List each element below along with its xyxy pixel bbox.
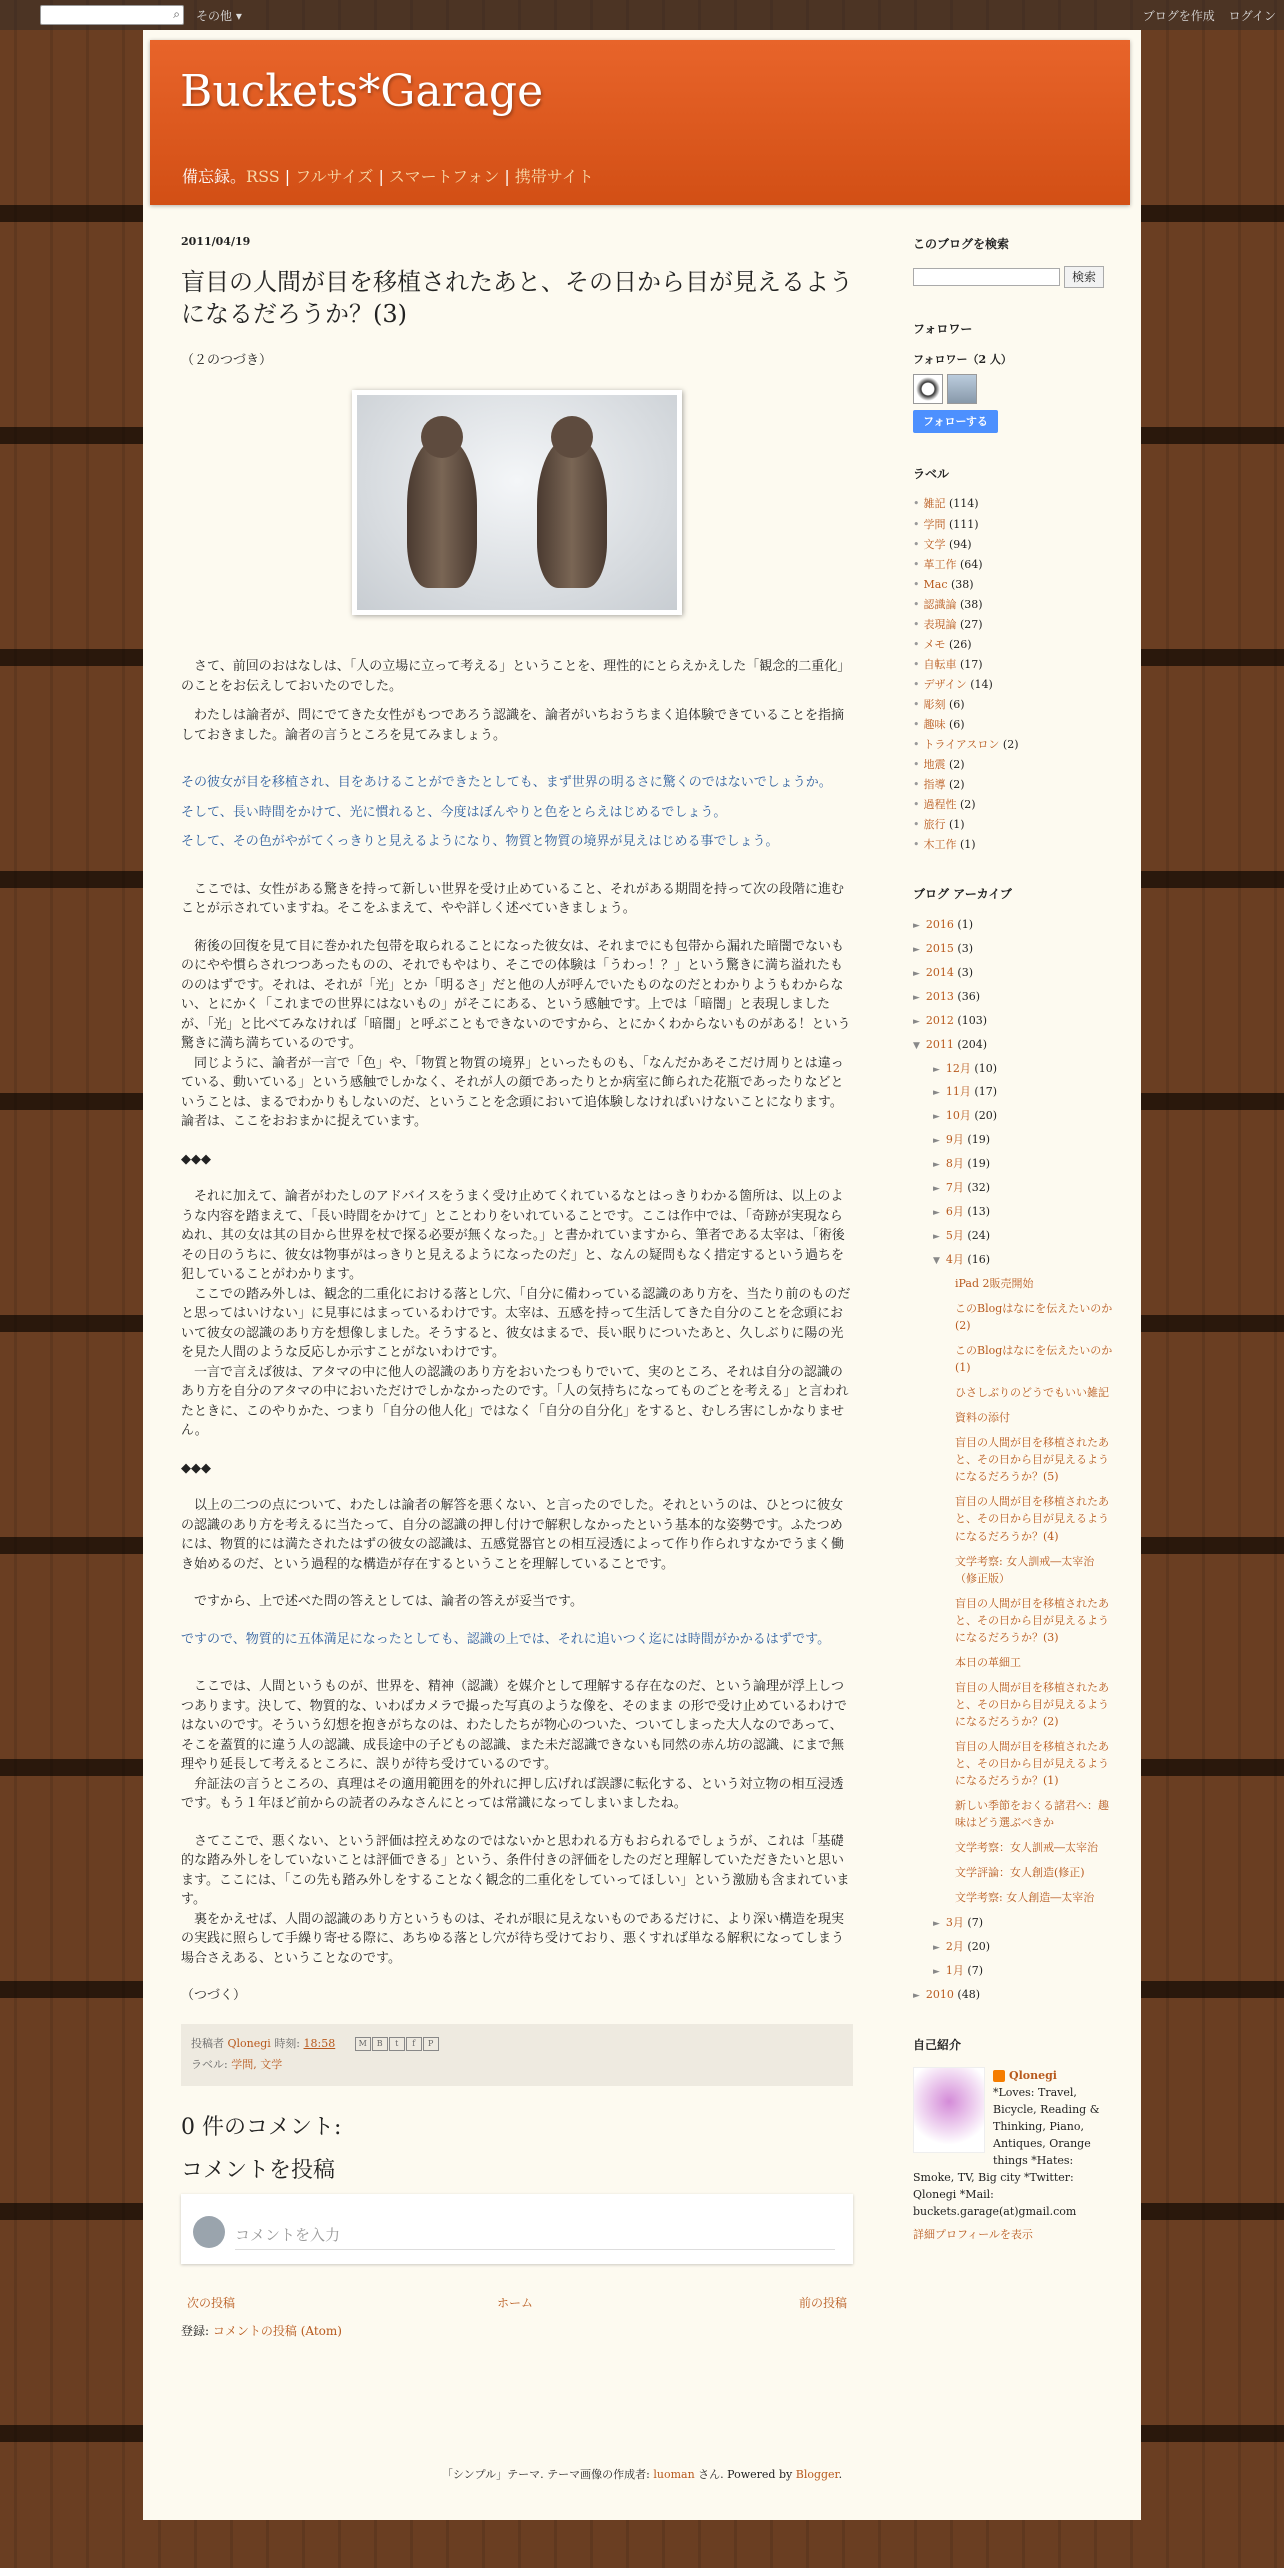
archive-post — [955, 1384, 1113, 1401]
time-label: 時刻: — [274, 2036, 301, 2050]
follow-button[interactable]: フォローする — [913, 410, 998, 433]
archive-count: (24) — [967, 1229, 991, 1243]
label-item — [913, 756, 1113, 773]
paragraph: ここでは、人間というものが、世界を、精神（認識）を媒介として理解する存在なのだ、という論理が浮上しつつあります。決して、物質的な、いわばカメラで撮った写真のような像を、そのまま の形で受け止めているわけではないのです。そういう幻想を抱きがちなのは、わたしたちが物心のついた、ついてしまった大人なのであって、そこを蓋質的に違う人の認識、成長途中の子どもの認識、また未だ認識できないも同然の赤ん坊の認識、にまで無理やり延長して考えるところに、誤りが待ち受けているのです。 — [181, 1679, 847, 1773]
label-count: (27) — [960, 617, 983, 631]
label-count: (38) — [960, 597, 983, 611]
post-body — [181, 351, 853, 2006]
separator: | — [499, 167, 515, 186]
navbar-right — [1133, 7, 1276, 24]
paragraph: それに加えて、論者がわたしのアドバイスをうまく受け止めてくれているなとはっきりわかる箇所は、以上のような内容を踏まえて、「長い時間をかけて」とことわりをいれていることです。ここは作中では、「奇跡が実現ならぬれ、其の女は其の目から世界を杖で探る必要が無くなった。」と書かれていますから、筆者である太宰は、「術後その日のうちに、彼女は物事がはっきりと見えるようになったのだ」と、なんの疑問もなく措定するという過ちを犯していることがわかります。 — [181, 1189, 845, 1283]
mobile-site-link[interactable]: 携帯サイト — [514, 167, 594, 186]
archive-post — [955, 1300, 1113, 1334]
label-item — [913, 676, 1113, 693]
main-column — [181, 235, 853, 2339]
expand-toggle-icon[interactable]: ► — [913, 944, 920, 955]
archive-month-link[interactable]: 5月 — [945, 1229, 964, 1243]
label-count: (1) — [949, 818, 965, 832]
archive-month-link[interactable]: 10月 — [945, 1109, 971, 1123]
profile-link-row — [913, 2226, 1113, 2243]
label-count: (111) — [949, 517, 979, 531]
paragraph: 裏をかえせば、人間の認識のあり方というものは、それが眼に見えないものであるだけに、より深い構造を現実の実践に照らして手繰り寄せる際に、あちゆる落とし穴が待ち受けており、悪くすれば単なる解釈になってしまう場合さえある、ということなのです。 — [181, 1911, 845, 1966]
label-link[interactable]: 彫刻 — [923, 697, 946, 711]
paragraph: 一言で言えば彼は、アタマの中に他人の認識のあり方をおいたつもりでいて、実のところ、それは自分の認識のあり方を自分のアタマの中においただけでしかなかったのです。「人の気持ちになってものごとを考える」と言われたときに、このやりかた、つまり「自分の他人化」ではなく「自分の自分化」をすると、むしろ害にしかなりません。 — [181, 1364, 849, 1439]
archive-year — [913, 940, 1113, 958]
archive-post-link[interactable]: 盲目の人間が目を移植されたあと、その日から目が見えるようになるだろうか？(4) — [955, 1495, 1109, 1543]
archive-post — [955, 1839, 1113, 1856]
archive-month-link[interactable]: 11月 — [945, 1085, 971, 1099]
attribution — [143, 2466, 1141, 2482]
archive-month — [933, 1179, 1113, 1197]
archive-heading: ブログ アーカイブ — [913, 887, 1012, 902]
search-widget — [913, 235, 1113, 288]
post-outro: （つづく） — [181, 1988, 247, 2004]
twitter-share-icon[interactable]: t — [389, 2037, 405, 2051]
search-heading: このブログを検索 — [913, 237, 1010, 251]
labels-widget — [913, 465, 1113, 853]
label-link[interactable]: 旅行 — [923, 818, 946, 832]
label-item — [913, 516, 1113, 533]
subscribe-label: 登録: — [181, 2323, 210, 2338]
paragraph: さてここで、悪くない、という評価は控えめなのではないかと思われる方もおられるでしょうが、これは「基礎的な踏み外しをしていないことは評価できる」という、条件付きの評価をしたのだと理解していただきたいと思います。ここには、「この先も踏み外しをすることなく観念的二重化をしていってほしい」という激励も含まれています。 — [181, 1833, 850, 1908]
archive-post — [955, 1275, 1113, 1292]
archive-count: (7) — [967, 1916, 984, 1930]
archive-count: (3) — [957, 941, 974, 955]
email-share-icon[interactable]: M — [355, 2037, 371, 2051]
archive-post — [955, 1738, 1113, 1789]
archive-post-link[interactable]: 新しい季節をおくる諸君へ：趣味はどう選ぶべきか — [955, 1799, 1109, 1830]
paragraph: 術後の回復を見て目に巻かれた包帯を取られることになった彼女は、それまでにも包帯から漏れた暗闇でないものにやや慣らされつつあったものの、それでもやはり、そこでの体験は「うわっ！？」という驚きに満ち溢れたもののはずです。それは、それが「光」とか「明るさ」だと他の人が呼んでいたものなのだとわかりようもわからない、とにかく「これまでの世界にはないもの」がそこにある、という感触です。上では「暗闇」と表現しましたが、「光」と比べてみなければ「暗闇」と呼ぶこともできないのですから、とにかくわからないものがある！という驚きに満ち満ちているのです。 — [181, 938, 851, 1052]
post-comment-heading: コメントを投稿 — [181, 2157, 336, 2183]
archive-year — [913, 964, 1113, 982]
smartphone-link[interactable]: スマートフォン — [388, 167, 500, 186]
archive-post-link[interactable]: 盲目の人間が目を移植されたあと、その日から目が見えるようになるだろうか？(5) — [955, 1436, 1109, 1484]
navbar-more-menu[interactable]: その他 ▾ — [196, 9, 242, 23]
label-link[interactable]: 文学 — [923, 537, 946, 551]
archive-month — [933, 1203, 1113, 1221]
profile-text: *Loves: Travel, Bicycle, Reading & Thinking, Piano, Antiques, Orange things *Hates: Smoke, TV, Big city *Twitter: Qlonegi *Mail: buckets.garage(at)gmail.com — [913, 2085, 1100, 2219]
archive-year-link[interactable]: 2016 — [925, 917, 954, 931]
comment-input[interactable]: コメントを入力 — [235, 2224, 835, 2250]
archive-month — [933, 1914, 1113, 1932]
user-avatar-icon — [193, 2216, 225, 2248]
paragraph: ここでは、女性がある驚きを持って新しい世界を受け止めていること、それがある期間を持って次の段階に進むことが示されていますね。そこをふまえて、やや詳しく述べていきましょう。 — [181, 881, 845, 917]
attribution-text: 「シンプル」テーマ. テーマ画像の作成者: — [441, 2468, 654, 2481]
subscribe-links — [181, 2322, 853, 2339]
expand-toggle-icon[interactable]: ► — [933, 1184, 940, 1195]
archive-post-link[interactable]: 文学考察: 女人創造―太宰治 — [955, 1891, 1095, 1905]
archive-count: (32) — [967, 1181, 991, 1195]
expand-toggle-icon[interactable]: ► — [933, 1919, 940, 1930]
quote: そして、長い時間をかけて、光に慣れると、今度はぼんやりと色をとらえはじめるでしょう。 — [181, 804, 727, 820]
view-profile-link[interactable]: 詳細プロフィールを表示 — [913, 2228, 1033, 2242]
label-item — [913, 616, 1113, 633]
archive-year-open — [913, 1036, 1113, 1054]
archive-year-link[interactable]: 2015 — [925, 941, 954, 955]
expand-toggle-icon[interactable]: ► — [913, 1991, 920, 2002]
label-link[interactable]: Mac — [923, 577, 948, 591]
archive-post — [955, 1342, 1113, 1376]
labels-label: ラベル: — [191, 2057, 228, 2071]
label-item — [913, 776, 1113, 793]
blogger-icon — [993, 2070, 1005, 2082]
label-link[interactable]: デザイン — [923, 677, 967, 691]
login-link[interactable]: ログイン — [1228, 9, 1276, 23]
label-link[interactable]: 認識論 — [923, 597, 957, 611]
archive-post — [955, 1493, 1113, 1544]
expand-toggle-icon[interactable]: ► — [913, 920, 920, 931]
archive-count: (20) — [974, 1109, 998, 1123]
home-link[interactable]: ホーム — [497, 2295, 534, 2310]
profile-heading: 自己紹介 — [913, 2038, 962, 2053]
expand-toggle-icon[interactable]: ► — [933, 1112, 940, 1123]
labels-heading: ラベル — [913, 466, 950, 481]
archive-count: (1) — [957, 917, 974, 931]
archive-widget — [913, 885, 1113, 2004]
expand-toggle-icon[interactable]: ► — [913, 992, 920, 1003]
archive-year-link[interactable]: 2012 — [925, 1013, 954, 1027]
archive-year — [913, 916, 1113, 934]
label-item — [913, 836, 1113, 853]
followers-heading: フォロワー — [913, 322, 973, 337]
label-link[interactable]: 地震 — [923, 758, 946, 772]
label-list — [913, 495, 1113, 853]
comment-form — [181, 2194, 853, 2264]
archive-post — [955, 1434, 1113, 1485]
followers-widget — [913, 320, 1113, 433]
archive-count: (19) — [967, 1157, 991, 1171]
author-link[interactable]: Qlonegi — [227, 2036, 271, 2050]
label-count: (26) — [949, 637, 972, 651]
archive-month-link[interactable]: 7月 — [945, 1181, 964, 1195]
archive-month — [933, 1060, 1113, 1078]
label-count: (2) — [1002, 738, 1019, 752]
label-count: (64) — [960, 557, 983, 571]
archive-month — [933, 1938, 1113, 1956]
label-link[interactable]: メモ — [923, 637, 946, 651]
expand-toggle-icon[interactable]: ► — [933, 1943, 940, 1954]
post-title: 盲目の人間が目を移植されたあと、その日から目が見えるようになるだろうか？(3) — [181, 268, 853, 329]
archive-post-link[interactable]: 文学考察：女人訓戒―太宰治 — [955, 1841, 1098, 1855]
archive-post — [955, 1864, 1113, 1881]
navbar-search-input[interactable] — [40, 5, 184, 25]
quote: ですので、物質的に五体満足になったとしても、認識の上では、それに追いつく迄には時間がかかるはずです。 — [181, 1631, 831, 1647]
archive-year — [913, 1012, 1113, 1030]
label-count: (6) — [949, 697, 965, 711]
expand-toggle-icon[interactable]: ► — [933, 1232, 940, 1243]
label-count: (2) — [960, 798, 976, 812]
archive-post — [955, 1409, 1113, 1426]
profile-name-link[interactable]: Qlonegi — [1009, 2068, 1057, 2082]
label-link[interactable]: 過程性 — [923, 798, 957, 812]
archive-month — [933, 1227, 1113, 1245]
quote: その彼女が目を移植され、目をあけることができたとしても、まず世界の明るさに驚くのではないでしょうか。 — [181, 775, 832, 791]
label-item — [913, 736, 1113, 753]
label-count: (2) — [949, 758, 965, 772]
archive-post — [955, 1797, 1113, 1831]
search-icon[interactable]: ⌕ — [173, 7, 180, 21]
expand-toggle-icon[interactable]: ► — [913, 1016, 920, 1027]
archive-count: (10) — [974, 1061, 998, 1075]
archive-month-link[interactable]: 2月 — [945, 1940, 964, 1954]
post-time-link[interactable]: 18:58 — [303, 2036, 336, 2050]
archive-count: (19) — [967, 1133, 991, 1147]
label-count: (94) — [949, 537, 972, 551]
label-item — [913, 696, 1113, 713]
archive-year-link[interactable]: 2010 — [925, 1988, 954, 2002]
paragraph: ですから、上で述べた問の答えとしては、論者の答えが妥当です。 — [181, 1594, 583, 1610]
label-item — [913, 556, 1113, 573]
expand-toggle-icon[interactable]: ► — [933, 1160, 940, 1171]
label-count: (17) — [960, 657, 983, 671]
blog-description — [182, 164, 594, 187]
share-buttons — [355, 2037, 440, 2050]
archive-count: (16) — [967, 1253, 991, 1267]
expand-toggle-icon[interactable]: ► — [913, 968, 920, 979]
archive-month — [933, 1155, 1113, 1173]
otter-photo[interactable] — [352, 390, 682, 615]
label-link[interactable]: トライアスロン — [923, 738, 1000, 752]
facebook-share-icon[interactable]: f — [406, 2037, 422, 2051]
separator: | — [279, 167, 296, 186]
archive-count: (3) — [957, 965, 974, 979]
label-item — [913, 636, 1113, 653]
collapse-toggle-icon[interactable]: ▼ — [913, 1040, 920, 1051]
archive-post — [955, 1889, 1113, 1906]
create-blog-link[interactable]: ブログを作成 — [1142, 9, 1215, 23]
expand-toggle-icon[interactable]: ► — [933, 1136, 940, 1147]
archive-year — [913, 988, 1113, 1006]
archive-month — [933, 1962, 1113, 1980]
profile-avatar[interactable] — [913, 2067, 985, 2153]
label-item — [913, 576, 1113, 593]
description-text: 備忘録。 — [182, 167, 247, 186]
date-header: 2011/04/19 — [181, 235, 251, 248]
archive-month — [933, 1107, 1113, 1125]
label-link[interactable]: 雑記 — [923, 497, 946, 511]
archive-count: (7) — [967, 1964, 984, 1978]
section-divider: ◆◆◆ — [181, 1151, 211, 1167]
archive-post-link[interactable]: 文学考察: 女人訓戒―太宰治（修正版） — [955, 1554, 1095, 1585]
archive-year-link[interactable]: 2011 — [925, 1037, 954, 1051]
pinterest-share-icon[interactable]: P — [423, 2037, 439, 2051]
expand-toggle-icon[interactable]: ► — [933, 1208, 940, 1219]
label-item — [913, 495, 1113, 512]
rss-link[interactable]: RSS — [246, 167, 280, 186]
archive-post-link[interactable]: 文学評論：女人創造(修正) — [955, 1866, 1085, 1880]
label-link[interactable]: 自転車 — [923, 657, 957, 671]
archive-month-link[interactable]: 9月 — [945, 1133, 964, 1147]
archive-post-link[interactable]: このBlogはなにを伝えたいのか(2) — [955, 1302, 1113, 1333]
expand-toggle-icon[interactable]: ► — [933, 1967, 940, 1978]
archive-post — [955, 1679, 1113, 1730]
blog-header — [150, 40, 1130, 205]
quote: そして、その色がやがてくっきりと見えるようになり、物質と物質の境界が見えはじめる事でしょう。 — [181, 834, 779, 850]
paragraph: さて、前回のおはなしは、「人の立場に立って考える」ということを、理性的にとらえかえした「観念的二重化」のことをお伝えしておいたのでした。 — [181, 659, 851, 694]
theme-author-link[interactable]: luoman — [653, 2468, 695, 2481]
archive-month-link[interactable]: 6月 — [945, 1205, 964, 1219]
archive-post-link[interactable]: このBlogはなにを伝えたいのか(1) — [955, 1344, 1113, 1375]
posted-by-label: 投稿者 — [191, 2036, 224, 2050]
archive-year-link[interactable]: 2013 — [925, 989, 954, 1003]
archive-month — [933, 1083, 1113, 1101]
archive-post-link[interactable]: 資料の添付 — [955, 1411, 1010, 1425]
archive-count: (48) — [957, 1988, 981, 2002]
label-count: (6) — [949, 717, 965, 731]
archive-count: (20) — [967, 1940, 991, 1954]
blog-title[interactable]: Buckets*Garage — [180, 66, 544, 117]
comments-count: 0 件のコメント: — [181, 2114, 342, 2140]
older-post-link[interactable]: 前の投稿 — [798, 2295, 847, 2310]
collapse-toggle-icon[interactable]: ▼ — [933, 1256, 940, 1267]
archive-month-link[interactable]: 4月 — [945, 1253, 964, 1267]
archive-post-link[interactable]: iPad 2販売開始 — [955, 1276, 1034, 1290]
archive-post-link[interactable]: 盲目の人間が目を移植されたあと、その日から目が見えるようになるだろうか？(1) — [955, 1740, 1109, 1788]
label-count: (2) — [949, 778, 965, 792]
archive-post — [955, 1553, 1113, 1587]
label-link[interactable]: 学問 — [923, 517, 946, 531]
blog-pager — [181, 2294, 853, 2314]
label-item — [913, 656, 1113, 673]
archive-count: (17) — [974, 1085, 998, 1099]
sidebar — [913, 235, 1113, 2275]
label-link[interactable]: 革工作 — [923, 557, 957, 571]
paragraph: 弁証法の言うところの、真理はその適用範囲を的外れに押し広げれば誤謬に転化する、という対立物の相互浸透です。もう１年ほど前からの読者のみなさんにとっては常識になってしまいましたね。 — [181, 1776, 844, 1812]
followers-count: フォロワー（2 人） — [913, 352, 1012, 366]
archive-post-link[interactable]: 盲目の人間が目を移植されたあと、その日から目が見えるようになるだろうか？(3) — [955, 1596, 1109, 1644]
atom-feed-link[interactable]: コメントの投稿 (Atom) — [212, 2323, 342, 2338]
label-item — [913, 816, 1113, 833]
post-footer-line1 — [191, 2034, 843, 2055]
otter-figure-left — [407, 438, 477, 588]
fullsize-link[interactable]: フルサイズ — [295, 167, 374, 186]
post-footer-line2 — [191, 2055, 843, 2076]
separator: | — [373, 167, 389, 186]
label-link[interactable]: 指導 — [923, 778, 946, 792]
follower-avatar[interactable] — [947, 374, 977, 404]
archive-post-link[interactable]: 本日の革細工 — [955, 1655, 1021, 1669]
archive-post-link[interactable]: ひさしぶりのどうでもいい雑記 — [955, 1386, 1109, 1400]
archive-count: (204) — [957, 1037, 988, 1051]
blogger-navbar — [0, 0, 1284, 30]
label-count: (38) — [950, 577, 974, 591]
follower-avatar[interactable] — [913, 374, 943, 404]
label-item — [913, 536, 1113, 553]
search-button[interactable]: 検索 — [1064, 266, 1104, 289]
label-count: (14) — [970, 677, 993, 691]
label-item — [913, 716, 1113, 733]
expand-toggle-icon[interactable]: ► — [933, 1088, 940, 1099]
blogthis-share-icon[interactable]: B — [372, 2037, 388, 2051]
paragraph: わたしは論者が、問にでてきた女性がもつであろう認識を、論者がいちおうちまく追体験できていることを指摘しておきました。論者の言うところを見てみましょう。 — [181, 708, 845, 743]
archive-post-link[interactable]: 盲目の人間が目を移植されたあと、その日から目が見えるようになるだろうか？(2) — [955, 1680, 1109, 1728]
blog-search-input[interactable] — [913, 268, 1060, 286]
otter-image — [357, 395, 677, 610]
archive-month-link[interactable]: 1月 — [945, 1964, 964, 1978]
blogger-link[interactable]: Blogger — [795, 2468, 839, 2481]
paragraph: 以上の二つの点について、わたしは論者の解答を悪くない、と言ったのでした。それというのは、ひとつに彼女の認識のあり方を考えるに当たって、自分の認識の押し付けで解釈しなかったという基本的な姿勢です。ふたつめには、物質的には満たされたはずの彼女の認識は、五感覚器官との相互浸透によって作り作られすなかでうまく働き始めるのだ、という過程的な構造が存在するということを理解していることです。 — [181, 1498, 845, 1572]
post-labels-link[interactable]: 学問, 文学 — [231, 2057, 283, 2071]
follower-avatars — [913, 374, 1113, 404]
paragraph: ここでの踏み外しは、観念的二重化における落とし穴、「自分に備わっている認識のあり方を、当たり前のものだと思ってはいけない」に見事にはまっているわけです。太宰は、五感を持って生活してきた自分のことを念頭において彼女の認識のあり方を想像しました。そうすると、彼女はまるで、長い眠りについたあと、久しぶりに陽の光を見た人間のような反応しか示すことがないわけです。 — [181, 1286, 851, 1361]
post-intro: （２のつづき） — [181, 352, 273, 368]
archive-month-link[interactable]: 8月 — [945, 1157, 964, 1171]
archive-year — [913, 1986, 1113, 2004]
archive-month — [933, 1131, 1113, 1149]
label-item — [913, 596, 1113, 613]
newer-post-link[interactable]: 次の投稿 — [187, 2295, 236, 2310]
archive-post — [955, 1654, 1113, 1671]
post-footer — [181, 2024, 853, 2086]
paragraph: 同じように、論者が一言で「色」や、「物質と物質の境界」といったものも、「なんだかあそこだけ周りとは違っている、動いている」という感触でしかなく、それが人の顔であったりとか病室に飾られた花瓶であったりなどということは、まるでわかりもしないのだ、ということを念頭において追体験しなければいけないことになります。論者は、ここをおおまかに捉えています。 — [181, 1055, 844, 1130]
attribution-text: さん. Powered by — [694, 2468, 796, 2481]
archive-month-link[interactable]: 12月 — [945, 1061, 971, 1075]
archive-count: (13) — [967, 1205, 991, 1219]
archive-count: (36) — [957, 989, 981, 1003]
archive-month-open — [933, 1251, 1113, 1269]
otter-figure-right — [537, 438, 607, 588]
profile-widget — [913, 2036, 1113, 2243]
label-link[interactable]: 表現論 — [923, 617, 957, 631]
content-outer — [143, 30, 1141, 2520]
attribution-text: . — [838, 2468, 843, 2481]
label-count: (114) — [949, 497, 979, 511]
archive-year-link[interactable]: 2014 — [925, 965, 954, 979]
label-link[interactable]: 趣味 — [923, 717, 946, 731]
archive-count: (103) — [957, 1013, 988, 1027]
label-item — [913, 796, 1113, 813]
archive-post — [955, 1595, 1113, 1646]
label-count: (1) — [960, 838, 976, 852]
archive-month-link[interactable]: 3月 — [945, 1916, 964, 1930]
label-link[interactable]: 木工作 — [923, 838, 957, 852]
expand-toggle-icon[interactable]: ► — [933, 1064, 940, 1075]
section-divider: ◆◆◆ — [181, 1460, 211, 1476]
